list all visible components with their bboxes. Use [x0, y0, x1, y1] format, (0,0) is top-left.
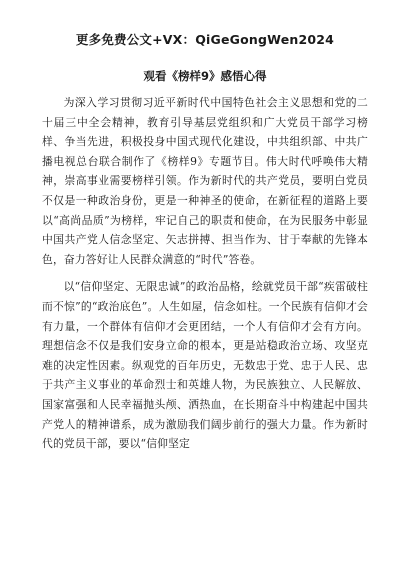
- promo-header: 更多免费公文+VX：QiGeGongWen2024: [75, 32, 335, 47]
- paragraph-intro: 为深入学习贯彻习近平新时代中国特色社会主义思想和党的二十届三中全会精神，教育引导基层党组织和广大党员干部学习榜样、争当先进，积极投身中国式现代化建设，中共组织部、中共广播电视总台联合制作了《榜样9》专题节目。伟大时代呼唤伟大精神，崇高事业需要榜样引领。作为新时代的共产党员，要明白党员不仅是一种政治身份，更是一种神圣的使命，在新征程的道路上要以“高尚品质”为榜样，牢记自己的职责和使命，在为民服务中彰显中国共产党人信念坚定、矢志拼搏、担当作为、甘于奉献的先锋本色，奋力答好让人民群众满意的“时代”答卷。: [42, 96, 368, 266]
- paragraph-faith: 以“信仰坚定、无限忠诚”的政治品格，绘就党员干部“疾雷破柱而不惊”的“政治底色”。人生如屋，信念如柱。一个民族有信仰才会有力量，一个群体有信仰才会更团结，一个人有信仰才会有方向。理想信念不仅是我们安身立命的根本，更是站稳政治立场、攻坚克难的决定性因素。纵观党的百年历史，无数忠于党、忠于人民、忠于共产主义事业的革命烈士和英雄人物，为民族独立、人民解放、国家富强和人民幸福抛头颅、洒热血，在长期奋斗中构建起中国共产党人的精神谱系，成为激励我们阔步前行的强大力量。作为新时代的党员干部，要以“信仰坚定: [42, 280, 368, 451]
- document-title: 观看《榜样9》感悟心得: [143, 69, 267, 83]
